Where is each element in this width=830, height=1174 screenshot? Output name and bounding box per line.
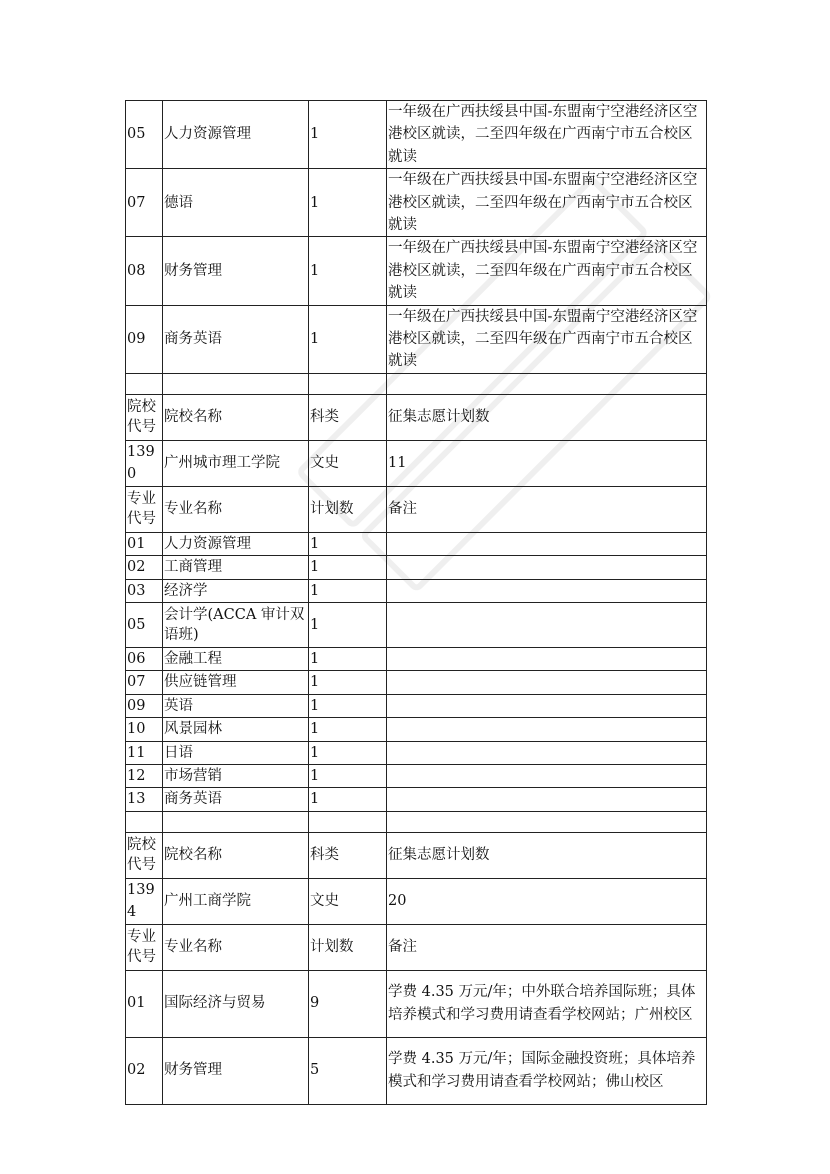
major-row [126,788,707,811]
school-header-row [126,394,707,440]
major-plan: 1 [309,305,387,373]
major-name: 财务管理 [163,237,309,305]
major-plan: 1 [309,647,387,670]
major-name: 经济学 [163,579,309,602]
major-code: 05 [126,602,163,647]
major-row [126,718,707,741]
major-row [126,579,707,602]
school-name: 广州工商学院 [163,878,309,924]
school-code: 1390 [126,440,163,486]
major-plan: 1 [309,237,387,305]
major-plan: 5 [309,1037,387,1104]
major-code: 13 [126,788,163,811]
major-note [387,788,707,811]
school-total: 20 [387,878,707,924]
major-row [126,671,707,694]
major-row [126,556,707,579]
major-note [387,741,707,764]
major-name: 风景园林 [163,718,309,741]
major-code: 09 [126,305,163,373]
major-name: 商务英语 [163,788,309,811]
major-row [126,237,707,305]
major-code: 08 [126,237,163,305]
major-note [387,718,707,741]
major-code: 02 [126,1037,163,1104]
major-code: 03 [126,579,163,602]
major-note: 学费 4.35 万元/年；中外联合培养国际班；具体培养模式和学习费用请查看学校网站；广州校区 [387,970,707,1037]
admission-plan-sheet [125,100,706,1105]
major-row [126,305,707,373]
header-school-name: 院校名称 [163,394,309,440]
header-school-name: 院校名称 [163,832,309,878]
spacer-row [126,373,707,394]
major-note: 一年级在广西扶绥县中国-东盟南宁空港经济区空港校区就读，二至四年级在广西南宁市五合校区就读 [387,237,707,305]
major-plan: 1 [309,764,387,787]
major-note [387,764,707,787]
major-row [126,694,707,717]
major-code: 01 [126,532,163,555]
major-code: 07 [126,671,163,694]
major-plan: 1 [309,694,387,717]
major-row [126,647,707,670]
header-major-code: 专业代号 [126,924,163,970]
major-name: 商务英语 [163,305,309,373]
major-plan: 1 [309,788,387,811]
major-note [387,671,707,694]
major-code: 02 [126,556,163,579]
admission-plan-table [125,100,707,1105]
major-name: 工商管理 [163,556,309,579]
header-plan: 计划数 [309,924,387,970]
major-row [126,602,707,647]
school-category: 文史 [309,878,387,924]
major-name: 人力资源管理 [163,532,309,555]
school-name: 广州城市理工学院 [163,440,309,486]
major-name: 日语 [163,741,309,764]
major-plan: 1 [309,718,387,741]
major-code: 10 [126,718,163,741]
major-row [126,764,707,787]
major-code: 09 [126,694,163,717]
major-name: 人力资源管理 [163,101,309,169]
major-row [126,1037,707,1104]
major-plan: 1 [309,671,387,694]
major-name: 市场营销 [163,764,309,787]
major-note: 一年级在广西扶绥县中国-东盟南宁空港经济区空港校区就读，二至四年级在广西南宁市五合校区就读 [387,169,707,237]
major-note [387,647,707,670]
major-plan: 1 [309,169,387,237]
major-code: 12 [126,764,163,787]
major-plan: 9 [309,970,387,1037]
header-category: 科类 [309,832,387,878]
school-code: 1394 [126,878,163,924]
major-header-row [126,924,707,970]
header-major-name: 专业名称 [163,486,309,532]
major-name: 国际经济与贸易 [163,970,309,1037]
header-note: 备注 [387,486,707,532]
major-row [126,532,707,555]
major-row [126,741,707,764]
major-plan: 1 [309,101,387,169]
header-major-code: 专业代号 [126,486,163,532]
major-code: 05 [126,101,163,169]
major-row [126,169,707,237]
header-school-code: 院校代号 [126,832,163,878]
major-name: 供应链管理 [163,671,309,694]
header-major-name: 专业名称 [163,924,309,970]
major-note: 一年级在广西扶绥县中国-东盟南宁空港经济区空港校区就读，二至四年级在广西南宁市五合校区就读 [387,305,707,373]
header-category: 科类 [309,394,387,440]
major-header-row [126,486,707,532]
major-code: 11 [126,741,163,764]
header-school-code: 院校代号 [126,394,163,440]
major-note [387,579,707,602]
school-row [126,878,707,924]
major-name: 德语 [163,169,309,237]
header-total: 征集志愿计划数 [387,394,707,440]
major-name: 财务管理 [163,1037,309,1104]
major-note [387,532,707,555]
major-name: 英语 [163,694,309,717]
major-note [387,602,707,647]
header-total: 征集志愿计划数 [387,832,707,878]
major-code: 01 [126,970,163,1037]
major-plan: 1 [309,602,387,647]
school-row [126,440,707,486]
major-code: 06 [126,647,163,670]
major-code: 07 [126,169,163,237]
major-plan: 1 [309,579,387,602]
school-total: 11 [387,440,707,486]
school-header-row [126,832,707,878]
header-note: 备注 [387,924,707,970]
major-plan: 1 [309,532,387,555]
major-plan: 1 [309,556,387,579]
major-note [387,556,707,579]
header-plan: 计划数 [309,486,387,532]
spacer-row [126,811,707,832]
major-row [126,101,707,169]
major-note: 一年级在广西扶绥县中国-东盟南宁空港经济区空港校区就读，二至四年级在广西南宁市五合校区就读 [387,101,707,169]
major-note [387,694,707,717]
major-note: 学费 4.35 万元/年；国际金融投资班；具体培养模式和学习费用请查看学校网站；佛山校区 [387,1037,707,1104]
major-plan: 1 [309,741,387,764]
school-category: 文史 [309,440,387,486]
major-name: 金融工程 [163,647,309,670]
major-row [126,970,707,1037]
major-name: 会计学(ACCA 审计双语班) [163,602,309,647]
